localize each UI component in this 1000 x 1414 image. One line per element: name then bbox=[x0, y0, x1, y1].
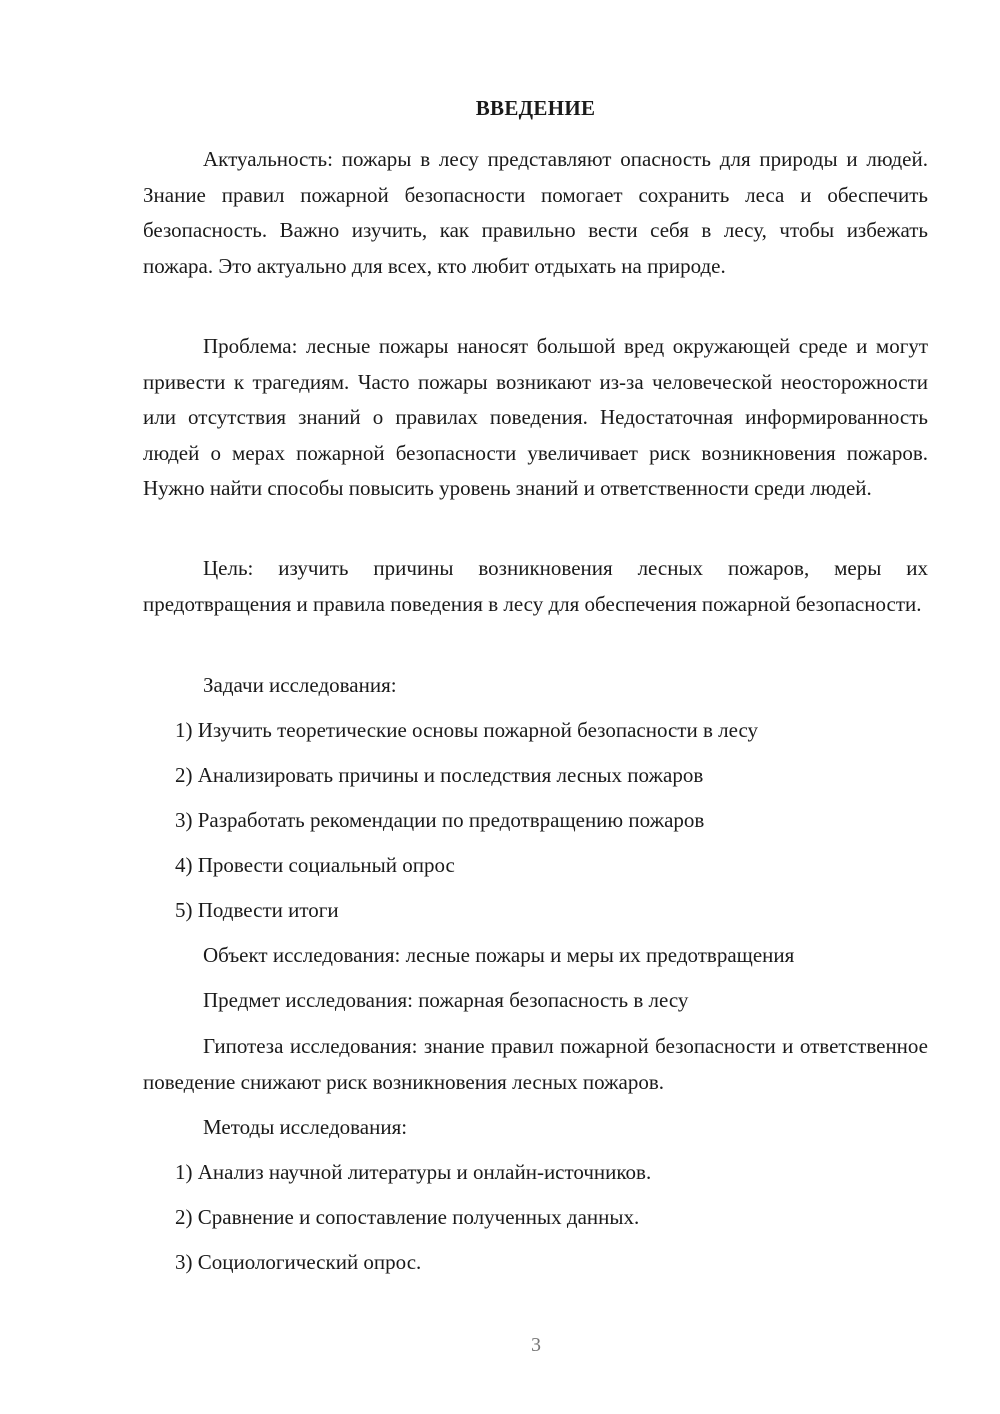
task-item: 3) Разработать рекомендации по предотвращению пожаров bbox=[175, 808, 705, 832]
goal-paragraph: Цель: изучить причины возникновения лесных пожаров, меры их предотвращения и правила поведения в лесу для обеспечения пожарной безопасности. bbox=[143, 556, 928, 616]
hypothesis-paragraph: Гипотеза исследования: знание правил пожарной безопасности и ответственное поведение снижают риск возникновения лесных пожаров. bbox=[143, 1034, 928, 1094]
tasks-heading: Задачи исследования: bbox=[203, 673, 397, 697]
task-item: 1) Изучить теоретические основы пожарной безопасности в лесу bbox=[175, 718, 758, 742]
task-item: 4) Провести социальный опрос bbox=[175, 853, 455, 877]
methods-heading: Методы исследования: bbox=[203, 1115, 408, 1139]
method-item: 2) Сравнение и сопоставление полученных данных. bbox=[175, 1205, 640, 1229]
method-item: 1) Анализ научной литературы и онлайн-источников. bbox=[175, 1160, 652, 1184]
research-subject: Предмет исследования: пожарная безопасность в лесу bbox=[203, 988, 689, 1012]
problem-paragraph: Проблема: лесные пожары наносят большой вред окружающей среде и могут привести к трагедиям. Часто пожары возникают из-за человеческой неосторожности или отсутствия знаний о правилах поведения. Недостаточная информированность людей о мерах пожарной безопасности увеличивает риск возникновения пожаров. Нужно найти способы повысить уровень знаний и ответственности среди людей. bbox=[143, 334, 928, 500]
research-object: Объект исследования: лесные пожары и меры их предотвращения bbox=[203, 943, 795, 967]
relevance-paragraph: Актуальность: пожары в лесу представляют опасность для природы и людей. Знание правил пожарной безопасности помогает сохранить леса и обеспечить безопасность. Важно изучить, как правильно вести себя в лесу, чтобы избежать пожара. Это актуально для всех, кто любит отдыхать на природе. bbox=[143, 147, 928, 278]
task-item: 5) Подвести итоги bbox=[175, 898, 339, 922]
page-number: 3 bbox=[531, 1334, 541, 1356]
task-item: 2) Анализировать причины и последствия лесных пожаров bbox=[175, 763, 704, 787]
section-title: ВВЕДЕНИЕ bbox=[475, 96, 596, 120]
method-item: 3) Социологический опрос. bbox=[175, 1250, 422, 1274]
